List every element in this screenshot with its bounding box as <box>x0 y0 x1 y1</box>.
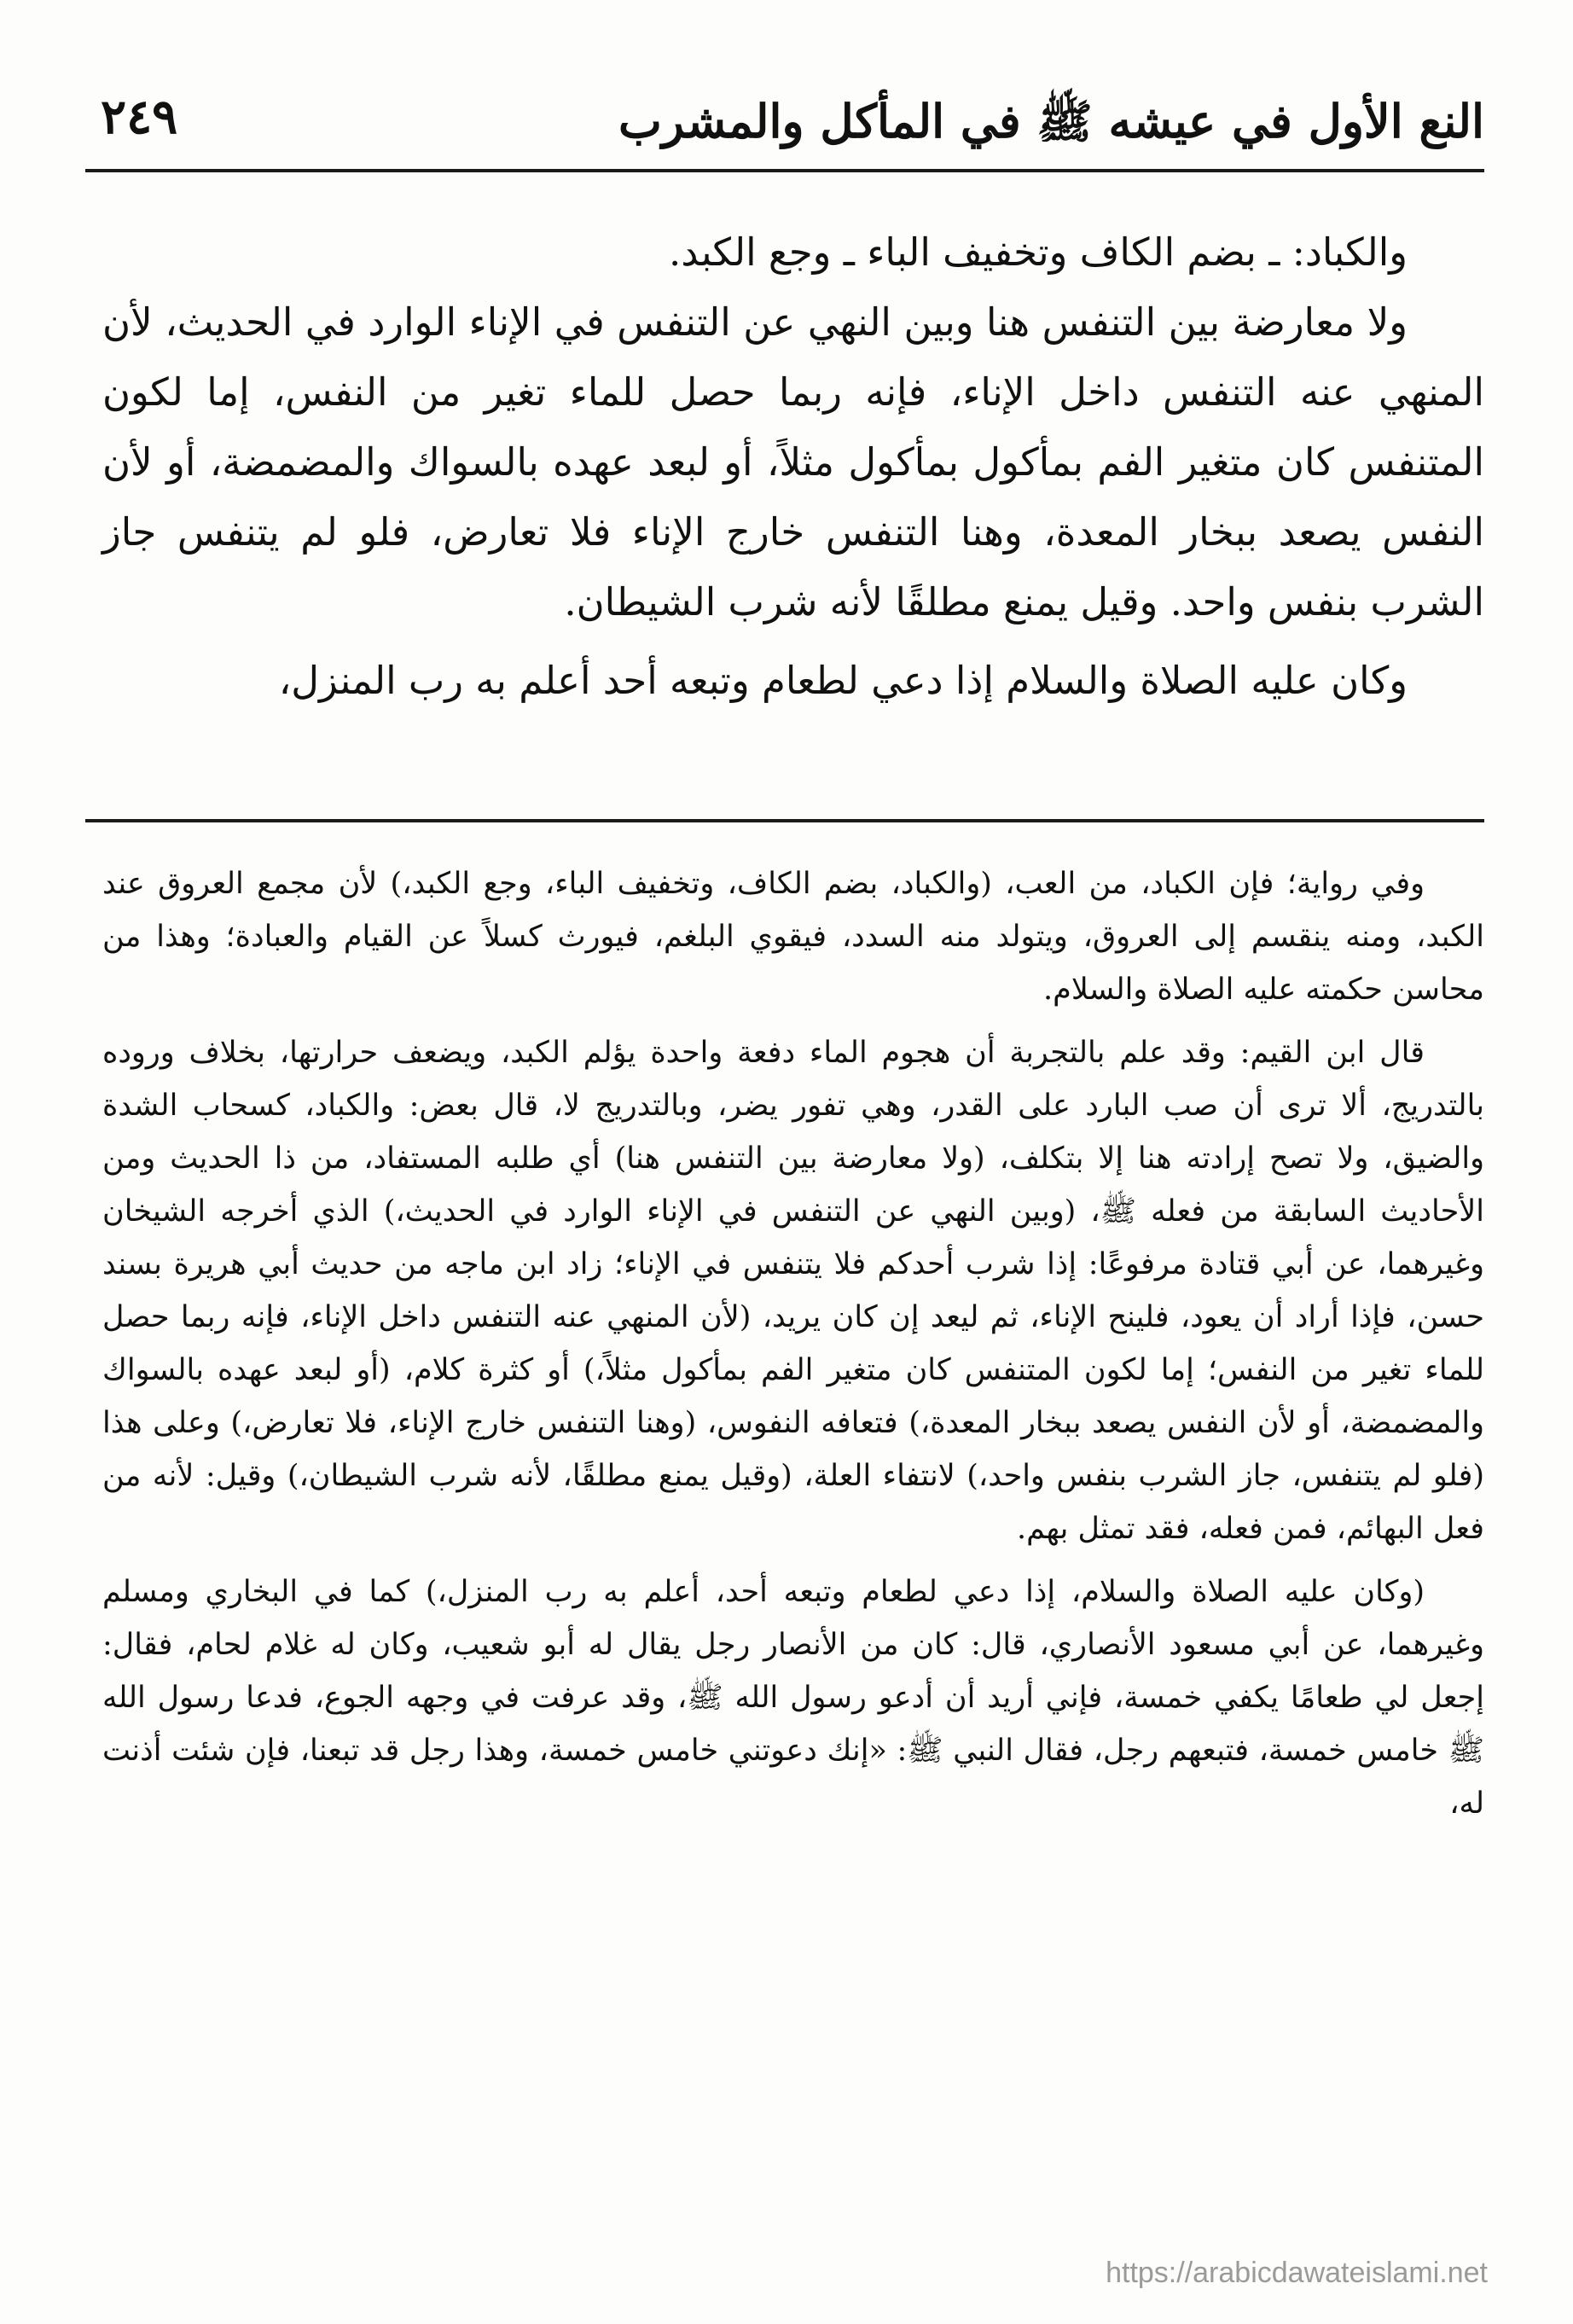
page-header <box>85 77 1484 171</box>
site-watermark: https://arabicdawateislami.net <box>1106 2257 1488 2289</box>
commentary-paragraph-1: وفي رواية؛ فإن الكباد، من العب، (والكباد، بضم الكاف، وتخفيف الباء، وجع الكبد،) لأن مجمع العروق عند الكبد، ومنه ينقسم إلى العروق، ويتولد منه السدد، فيقوي البلغم، فيورث كسلاً عن القيام والعبادة؛ وهذا من محاسن حكمته عليه الصلاة والسلام. <box>102 867 1484 1007</box>
main-text-block <box>102 218 1484 716</box>
main-paragraph-3: وكان عليه الصلاة والسلام إذا دعي لطعام وتبعه أحد أعلم به رب المنزل، <box>278 658 1408 703</box>
commentary-block <box>102 857 1484 1840</box>
main-paragraph-1: والكباد: ـ بضم الكاف وتخفيف الباء ـ وجع الكبد. <box>669 229 1408 275</box>
commentary-paragraph-2: قال ابن القيم: وقد علم بالتجربة أن هجوم الماء دفعة واحدة يؤلم الكبد، ويضعف حرارتها، بخلاف وروده بالتدريج، ألا ترى أن صب البارد على القدر، وهي تفور يضر، وبالتدريج لا، قال بعض: والكباد، كسحاب الشدة والضيق، ولا تصح إرادته هنا إلا بتكلف، (ولا معارضة بين التنفس هنا) أي طلبه المستفاد، من ذا الحديث ومن الأحاديث السابقة من فعله ﷺ، (وبين النهي عن التنفس في الإناء الوارد في الحديث،) الذي أخرجه الشيخان وغيرهما، عن أبي قتادة مرفوعًا: إذا شرب أحدكم فلا يتنفس في الإناء؛ زاد ابن ماجه من حديث أبي هريرة بسند حسن، فإذا أراد أن يعود، فلينح الإناء، ثم ليعد إن كان يريد، (لأن المنهي عنه التنفس داخل الإناء، فإنه ربما حصل للماء تغير من النفس؛ إما لكون المتنفس كان متغير الفم بمأكول مثلاً،) أو كثرة كلام، (أو لبعد عهده بالسواك والمضمضة، أو لأن النفس يصعد ببخار المعدة،) فتعافه النفوس، (وهنا التنفس خارج الإناء، فلا تعارض،) وعلى هذا (فلو لم يتنفس، جاز الشرب بنفس واحد،) لانتفاء العلة، (وقيل يمنع مطلقًا، لأنه شرب الشيطان،) وقيل: لأنه من فعل البهائم، فمن فعله، فقد تمثل بهم. <box>102 1036 1484 1546</box>
running-title: النع الأول في عيشه ﷺ في المأكل والمشرب <box>618 94 1484 148</box>
main-paragraph-2: ولا معارضة بين التنفس هنا وبين النهي عن التنفس في الإناء الوارد في الحديث، لأن المنهي عنه التنفس داخل الإناء، فإنه ربما حصل للماء تغير من النفس، إما لكون المتنفس كان متغير الفم بمأكول بمأكول مثلاً، أو لبعد عهده بالسواك والمضمضة، أو لأن النفس يصعد ببخار المعدة، وهنا التنفس خارج الإناء فلا تعارض، فلو لم يتنفس جاز الشرب بنفس واحد. وقيل يمنع مطلقًا لأنه شرب الشيطان. <box>102 299 1484 625</box>
header-divider <box>85 169 1484 172</box>
commentary-divider <box>85 819 1484 822</box>
commentary-paragraph-3: (وكان عليه الصلاة والسلام، إذا دعي لطعام وتبعه أحد، أعلم به رب المنزل،) كما في البخاري ومسلم وغيرهما، عن أبي مسعود الأنصاري، قال: كان من الأنصار رجل يقال له أبو شعيب، وكان له غلام لحام، فقال: إجعل لي طعامًا يكفي خمسة، فإني أريد أن أدعو رسول الله ﷺ، وقد عرفت في وجهه الجوع، فدعا رسول الله ﷺ خامس خمسة، فتبعهم رجل، فقال النبي ﷺ: «إنك دعوتني خامس خمسة، وهذا رجل قد تبعنا، فإن شئت أذنت له، <box>102 1575 1484 1821</box>
page-number: ٢٤٩ <box>101 89 178 145</box>
